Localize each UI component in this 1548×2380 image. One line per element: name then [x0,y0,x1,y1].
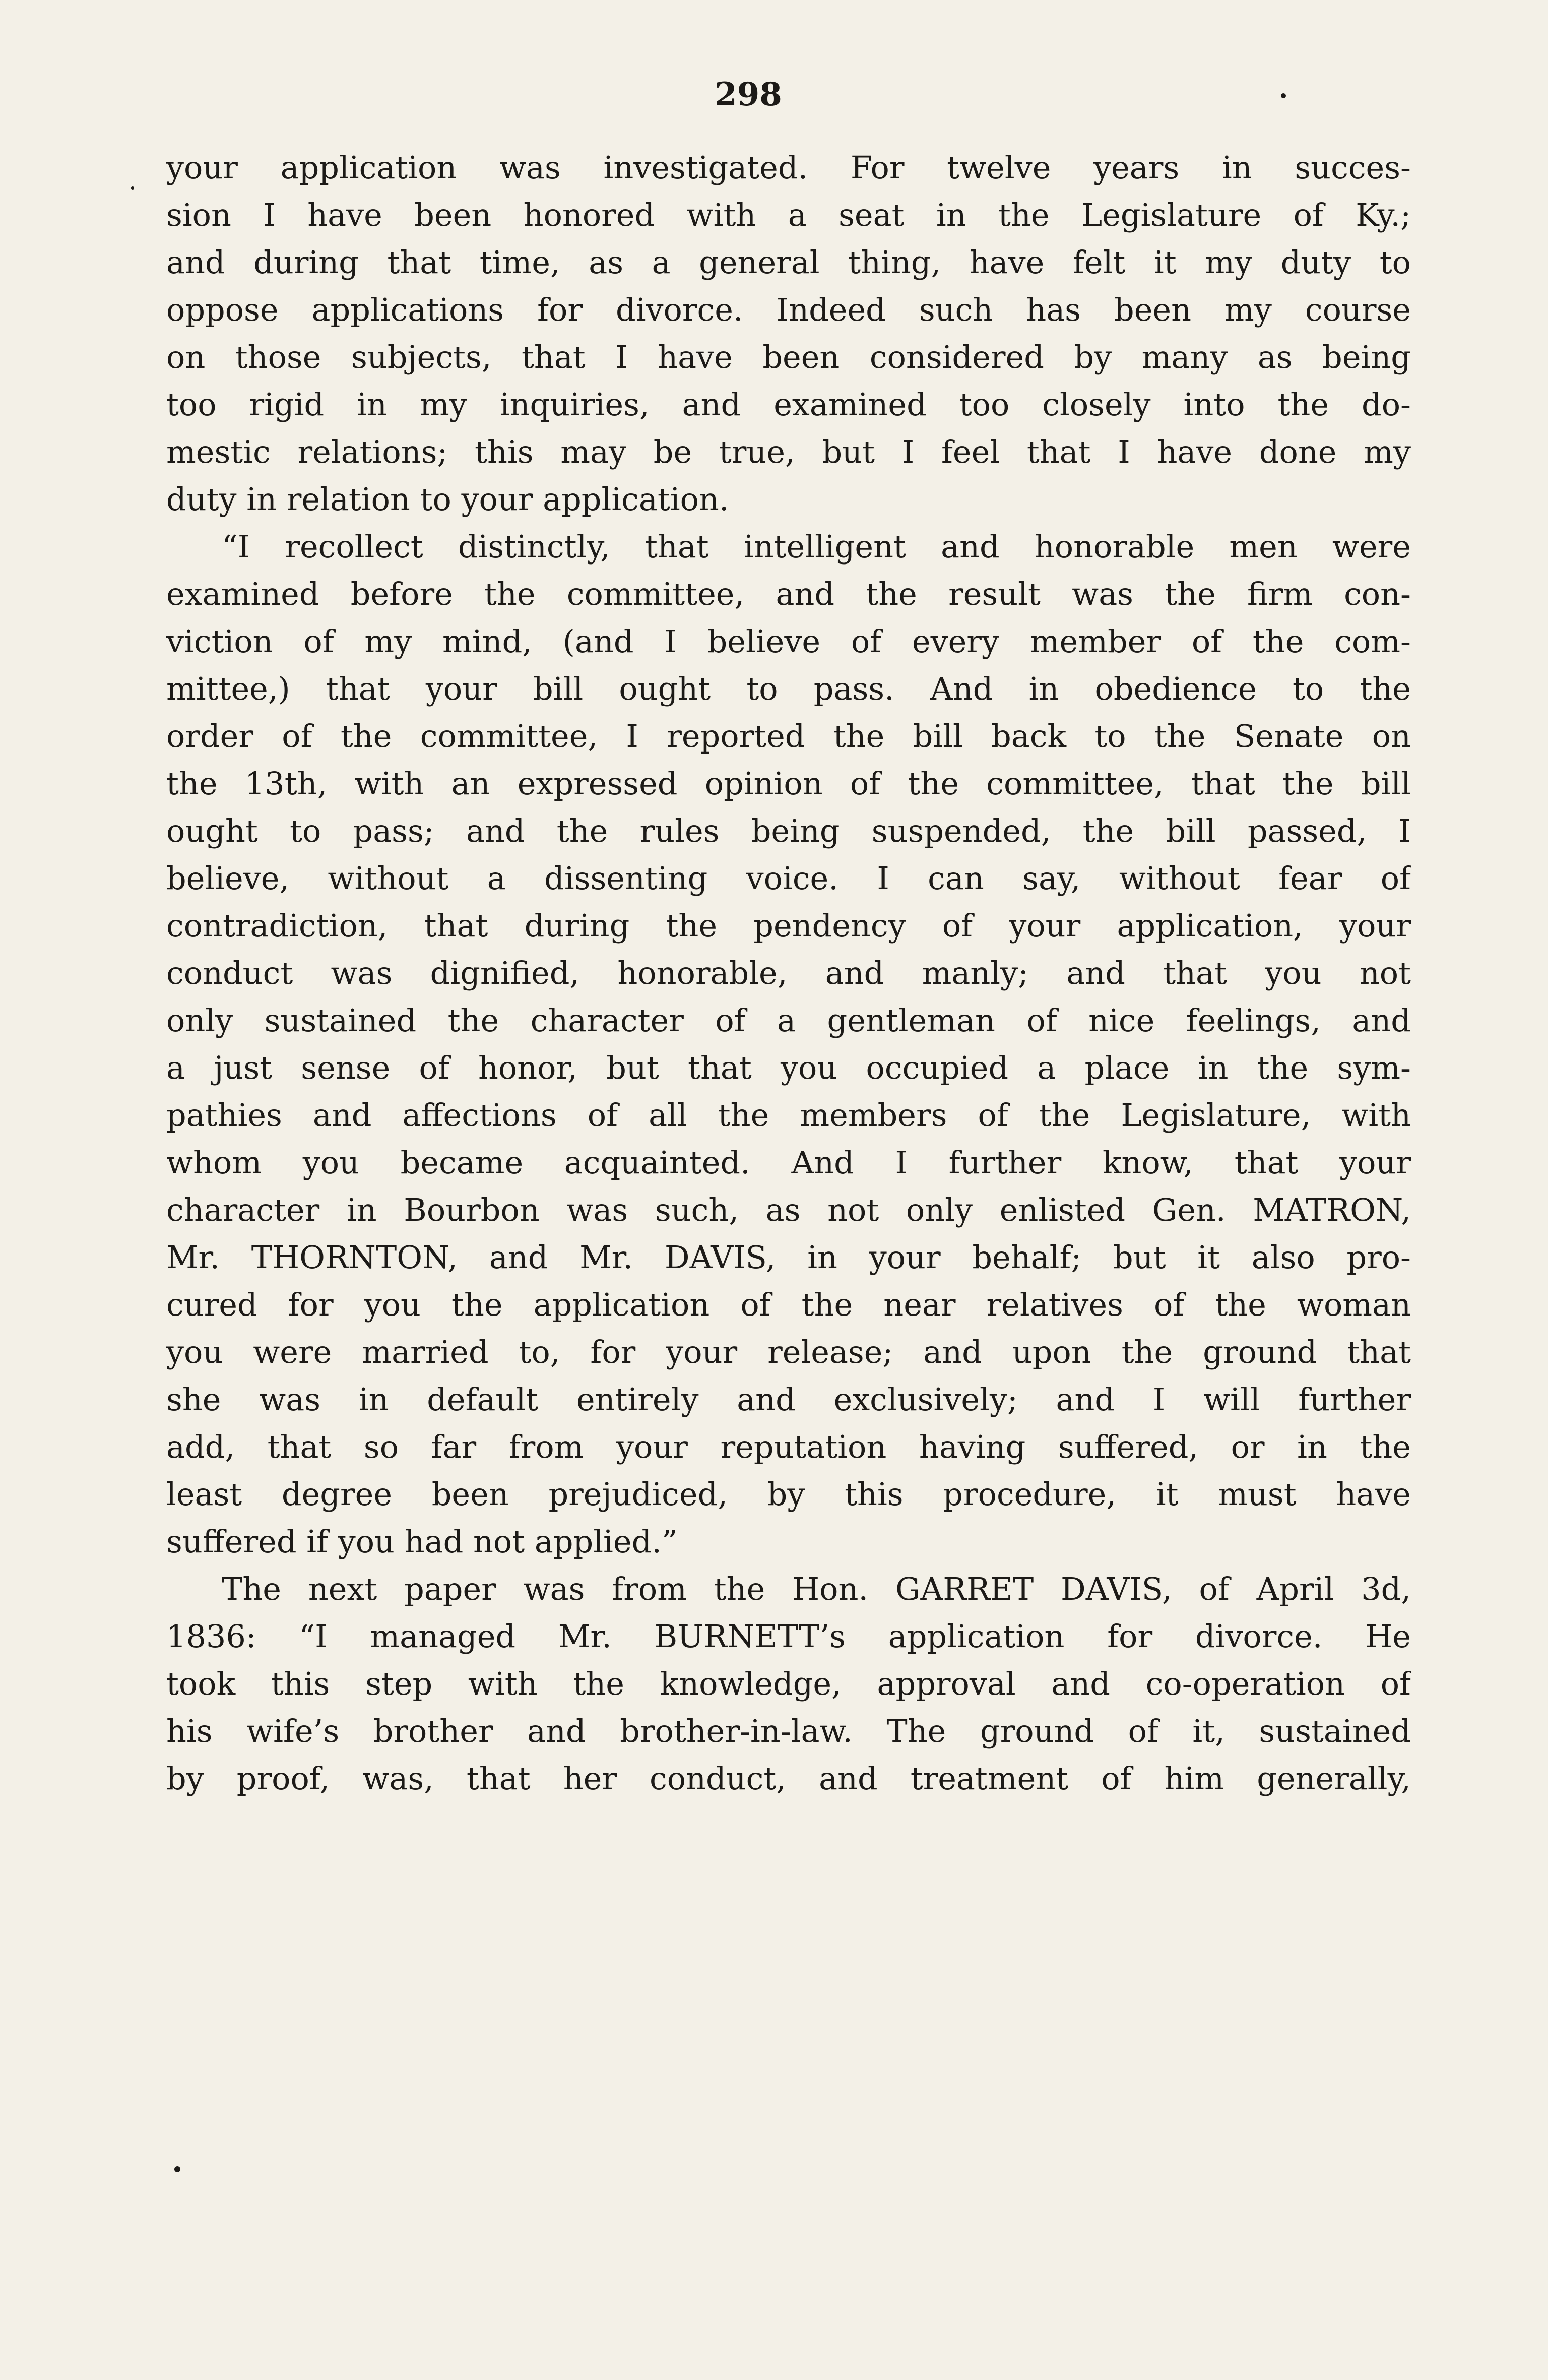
text-line: only sustained the character of a gentleman of nice feelings, and [166,1002,1411,1039]
ink-speck [131,186,134,190]
text-line: suffered if you had not applied.” [166,1523,678,1560]
text-line: “I recollect distinctly, that intelligent and honorable men were [222,528,1411,565]
text-line: mittee,) that your bill ought to pass. And in obedience to the [166,670,1411,707]
ink-speck [174,2166,180,2172]
text-line: your application was investigated. For twelve years in succes- [166,149,1411,186]
text-line: a just sense of honor, but that you occupied a place in the sym- [166,1049,1411,1086]
text-line: whom you became acquainted. And I further know, that your [166,1144,1411,1181]
text-line: and during that time, as a general thing, have felt it my duty to [166,244,1411,281]
text-line: by proof, was, that her conduct, and treatment of him generally, [166,1760,1411,1797]
text-line: pathies and affections of all the members of the Legislature, with [166,1097,1411,1134]
text-line: sion I have been honored with a seat in the Legislature of Ky.; [166,197,1411,233]
text-line: took this step with the knowledge, approval and co-operation of [166,1665,1411,1702]
page-body-text [166,144,1411,1802]
text-line: The next paper was from the Hon. GARRET DAVIS, of April 3d, [222,1571,1411,1607]
text-line: you were married to, for your release; and upon the ground that [166,1334,1411,1370]
text-line: viction of my mind, (and I believe of every member of the com- [166,623,1411,660]
text-line: Mr. THORNTON, and Mr. DAVIS, in your behalf; but it also pro- [166,1239,1411,1276]
text-line: cured for you the application of the near relatives of the woman [166,1286,1411,1323]
text-line: conduct was dignified, honorable, and manly; and that you not [166,955,1411,991]
page-number: 298 [715,76,782,113]
text-line: the 13th, with an expressed opinion of the committee, that the bill [166,765,1411,802]
text-line: mestic relations; this may be true, but I feel that I have done my [166,433,1411,470]
text-line: ought to pass; and the rules being suspended, the bill passed, I [166,812,1411,849]
text-line: believe, without a dissenting voice. I can say, without fear of [166,860,1411,897]
text-line: she was in default entirely and exclusively; and I will further [166,1381,1411,1418]
text-line: order of the committee, I reported the bill back to the Senate on [166,718,1411,755]
text-line: contradiction, that during the pendency of your application, your [166,907,1411,944]
ink-speck [1281,93,1286,98]
text-line: character in Bourbon was such, as not only enlisted Gen. MATRON, [166,1192,1411,1228]
text-line: oppose applications for divorce. Indeed such has been my course [166,291,1411,328]
text-line: duty in relation to your application. [166,481,729,518]
text-line: on those subjects, that I have been considered by many as being [166,339,1411,375]
text-line: 1836: “I managed Mr. BURNETT’s application for divorce. He [166,1618,1411,1655]
text-line: examined before the committee, and the result was the firm con- [166,576,1411,612]
text-line: add, that so far from your reputation having suffered, or in the [166,1428,1411,1465]
text-line: his wife’s brother and brother-in-law. The ground of it, sustained [166,1713,1411,1749]
text-line: least degree been prejudiced, by this procedure, it must have [166,1476,1411,1513]
text-line: too rigid in my inquiries, and examined too closely into the do- [166,386,1411,423]
